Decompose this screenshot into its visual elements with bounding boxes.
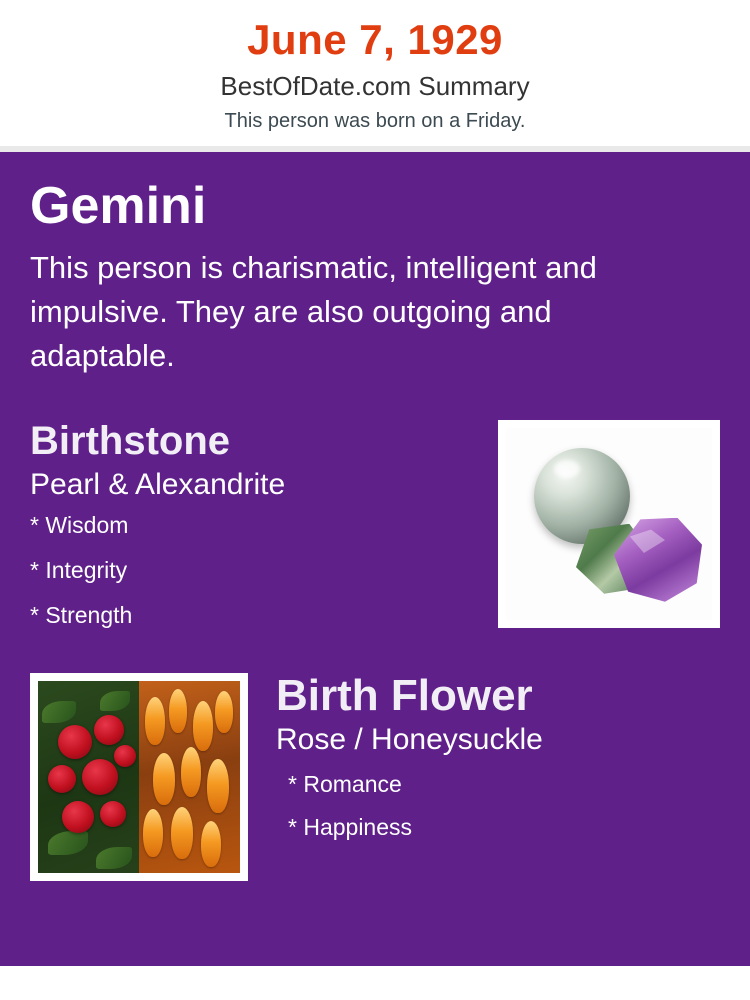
birthstone-trait: * Wisdom	[30, 512, 129, 539]
birthstone-trait: * Integrity	[30, 557, 128, 584]
page-title: June 7, 1929	[247, 16, 503, 63]
details-panel	[0, 152, 750, 966]
birthstone-text	[30, 420, 470, 628]
birth-flower-image-inner	[38, 681, 240, 873]
birthstone-trait: * Strength	[30, 602, 133, 629]
birth-flower-trait: * Romance	[288, 771, 402, 798]
birthstone-image-inner	[506, 428, 712, 620]
zodiac-sign-title: Gemini	[30, 176, 207, 235]
birth-flower-photo	[30, 673, 248, 881]
roses-image	[38, 681, 139, 873]
birthstone-section	[30, 420, 720, 635]
birth-flower-trait: * Happiness	[288, 814, 413, 841]
card-header	[0, 0, 750, 146]
birthstone-title: Birthstone	[30, 418, 230, 463]
birth-flower-names: Rose / Honeysuckle	[276, 722, 543, 756]
born-day-note: This person was born on a Friday.	[224, 109, 526, 132]
zodiac-description: This person is charismatic, intelligent and impulsive. They are also outgoing and adaptable.	[30, 249, 597, 373]
birth-flower-text	[276, 670, 720, 841]
birth-flower-section	[30, 670, 720, 888]
site-summary-label: BestOfDate.com Summary	[220, 71, 530, 102]
honeysuckle-image	[139, 681, 240, 873]
birth-flower-title: Birth Flower	[276, 670, 533, 720]
birthstone-photo	[498, 420, 720, 628]
birthstone-names: Pearl & Alexandrite	[30, 467, 286, 501]
